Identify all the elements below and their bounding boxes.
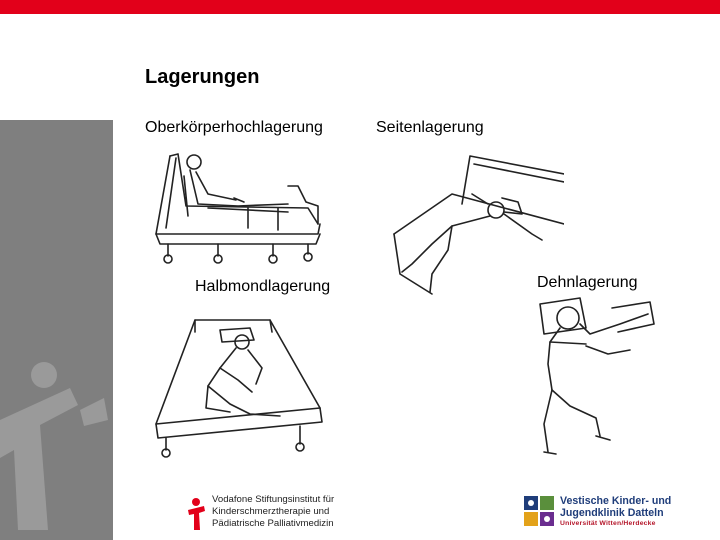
label-dehnlagerung: Dehnlagerung xyxy=(537,274,638,291)
label-oberkoerperhochlagerung: Oberkörperhochlagerung xyxy=(145,119,323,136)
slide-title: Lagerungen xyxy=(145,66,260,88)
top-accent-bar xyxy=(0,0,720,14)
vestische-logo-subtitle: Universität Witten/Herdecke xyxy=(560,520,656,527)
label-halbmondlagerung: Halbmondlagerung xyxy=(195,278,331,295)
stretch-position-illustration xyxy=(530,294,656,460)
vodafone-logo-line-3: Pädiatrische Palliativmedizin xyxy=(212,518,334,529)
vodafone-child-logo-icon xyxy=(186,494,208,532)
vodafone-logo-line-2: Kinderschmerztherapie und xyxy=(212,506,330,517)
vestische-logo-title-line-2: Jugendklinik Datteln xyxy=(560,507,664,519)
side-panel xyxy=(0,120,113,540)
vestische-logo-title-line-1: Vestische Kinder- und xyxy=(560,495,672,507)
side-position-illustration xyxy=(392,154,564,296)
half-moon-position-illustration xyxy=(150,312,326,462)
vodafone-foundation-logo xyxy=(186,494,356,532)
raised-upper-body-bed-illustration xyxy=(148,146,330,266)
vodafone-logo-line-1: Vodafone Stiftungsinstitut für xyxy=(212,494,335,505)
label-seitenlagerung: Seitenlagerung xyxy=(376,119,484,136)
vestische-clinic-emblem-icon xyxy=(522,494,556,530)
vestische-kinderklinik-logo xyxy=(522,494,712,532)
decorative-child-logo-icon xyxy=(0,120,113,540)
